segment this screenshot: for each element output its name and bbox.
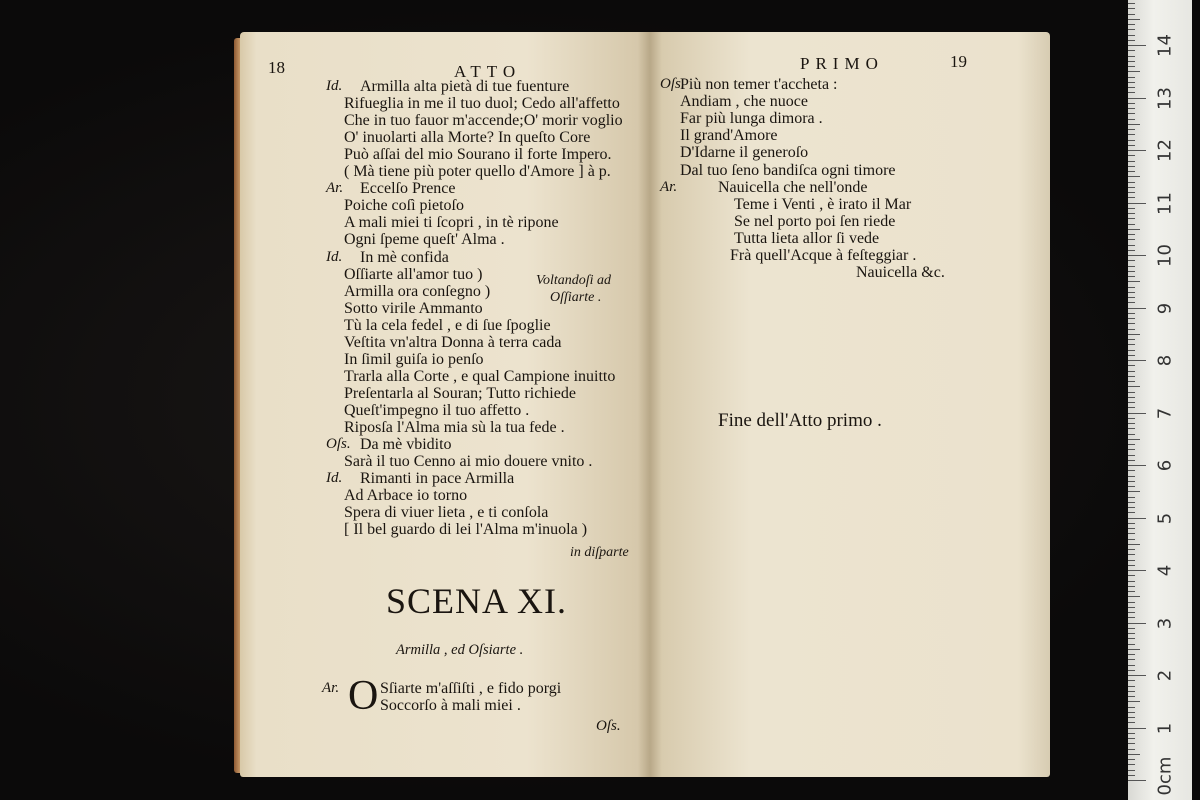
ruler-tick — [1128, 749, 1135, 750]
ruler-tick — [1128, 554, 1135, 555]
ruler-tick — [1128, 208, 1135, 209]
ruler-tick — [1128, 381, 1135, 382]
ruler-tick — [1128, 665, 1135, 666]
ruler-tick — [1128, 218, 1135, 219]
ruler-tick — [1128, 8, 1135, 9]
ruler-tick — [1128, 686, 1135, 687]
measurement-ruler — [1128, 0, 1192, 800]
ruler-tick — [1128, 743, 1135, 744]
verse-line: Può aſſai del mio Sourano il forte Impero. — [344, 146, 612, 164]
ruler-tick — [1128, 717, 1135, 718]
ruler-tick — [1128, 539, 1135, 540]
ruler-tick — [1128, 455, 1135, 456]
ruler-tick — [1128, 728, 1146, 729]
ruler-tick — [1128, 339, 1135, 340]
catchword: Oſs. — [596, 718, 621, 734]
ruler-tick — [1128, 444, 1135, 445]
ruler-tick — [1128, 155, 1135, 156]
left-page — [240, 32, 650, 777]
ruler-tick — [1128, 92, 1135, 93]
ruler-tick — [1128, 633, 1135, 634]
ruler-tick — [1128, 213, 1135, 214]
dialog-line: Sſiarte m'aſſiſti , e fido porgi — [380, 680, 562, 697]
ruler-tick — [1128, 318, 1135, 319]
verse-line: Da mè vbidito — [360, 436, 452, 454]
verse-line: In ſimil guiſa io penſo — [344, 350, 484, 368]
ruler-tick — [1128, 691, 1135, 692]
ruler-tick — [1128, 565, 1135, 566]
verse-line: Spera di viuer lieta , e ti conſola — [344, 504, 549, 522]
ruler-tick — [1128, 523, 1135, 524]
ruler-tick — [1128, 707, 1135, 708]
ruler-tick — [1128, 77, 1135, 78]
ruler-tick — [1128, 675, 1146, 676]
speaker-label: Id. — [326, 78, 343, 94]
ruler-tick — [1128, 323, 1135, 324]
ruler-tick — [1128, 397, 1135, 398]
ruler-tick — [1128, 113, 1135, 114]
verse-line: Ogni ſpeme queſt' Alma . — [344, 231, 505, 249]
ruler-tick — [1128, 108, 1135, 109]
ruler-tick — [1128, 50, 1135, 51]
ruler-tick — [1128, 166, 1135, 167]
ruler-tick — [1128, 759, 1135, 760]
ruler-tick — [1128, 738, 1135, 739]
verse-line: Ad Arbace io torno — [344, 487, 468, 505]
ruler-tick — [1128, 586, 1135, 587]
verse-line: [ Il bel guardo di lei l'Alma m'inuola ) — [344, 521, 588, 539]
verse-line: Che in tuo fauor m'accende;O' morir voglio — [344, 112, 623, 130]
ruler-tick — [1128, 502, 1135, 503]
verse-line: Tù la cela fedel , e di ſue ſpoglie — [344, 316, 551, 334]
ruler-tick — [1128, 161, 1135, 162]
ruler-tick — [1128, 497, 1135, 498]
verse-line: Eccelſo Prence — [360, 180, 456, 198]
ruler-tick — [1128, 581, 1135, 582]
open-book — [240, 32, 1050, 777]
scene-title: SCENA XI. — [386, 581, 568, 621]
ruler-tick — [1128, 171, 1135, 172]
ruler-tick — [1128, 701, 1140, 702]
ruler-tick — [1128, 276, 1135, 277]
ruler-tick — [1128, 150, 1146, 151]
ruler-label: 7 — [1154, 407, 1176, 419]
ruler-label: 5 — [1154, 512, 1176, 524]
ruler-tick — [1128, 570, 1146, 571]
ruler-tick — [1128, 334, 1140, 335]
ruler-tick — [1128, 486, 1135, 487]
ruler-label: 2 — [1154, 669, 1176, 682]
ruler-tick — [1128, 266, 1135, 267]
verse-line: Poiche coſì pietoſo — [344, 197, 464, 215]
ruler-tick — [1128, 602, 1135, 603]
verse-line: Se nel porto poi ſen riede — [734, 212, 896, 230]
ruler-label: 9 — [1154, 302, 1176, 314]
ruler-tick — [1128, 623, 1146, 624]
verse-line: Tutta lieta allor ſi vede — [734, 229, 880, 247]
ruler-tick — [1128, 197, 1135, 198]
ruler-tick — [1128, 549, 1135, 550]
ruler-tick — [1128, 66, 1135, 67]
ruler-tick — [1128, 40, 1135, 41]
ruler-tick — [1128, 329, 1135, 330]
ruler-tick — [1128, 476, 1135, 477]
stage-direction: Voltandoſi ad — [536, 273, 612, 288]
ruler-tick — [1128, 229, 1140, 230]
ruler-tick — [1128, 423, 1135, 424]
verse-line: Far più lunga dimora . — [680, 110, 823, 128]
speaker-label: Id. — [326, 470, 343, 487]
ruler-tick — [1128, 386, 1140, 387]
ruler-tick — [1128, 654, 1135, 655]
page-number-right: 19 — [950, 52, 967, 71]
verse-line: Armilla alta pietà di tue fuenture — [360, 78, 570, 95]
ruler-tick — [1128, 696, 1135, 697]
ruler-tick — [1128, 98, 1146, 99]
ruler-tick — [1128, 187, 1135, 188]
ruler-tick — [1128, 544, 1140, 545]
ruler-tick — [1128, 628, 1135, 629]
ruler-tick — [1128, 140, 1135, 141]
ruler-tick — [1128, 87, 1135, 88]
speaker-label: Oſs. — [660, 76, 685, 92]
ruler-tick — [1128, 119, 1135, 120]
ruler-tick — [1128, 350, 1135, 351]
stage-direction: Oſſiarte . — [550, 290, 602, 305]
ruler-tick — [1128, 71, 1140, 72]
ruler-label: 6 — [1154, 459, 1176, 472]
ruler-tick — [1128, 780, 1146, 781]
ruler-tick — [1128, 460, 1135, 461]
ruler-tick — [1128, 617, 1135, 618]
verse-line: Il grand'Amore — [680, 127, 778, 145]
ruler-tick — [1128, 528, 1135, 529]
ruler-tick — [1128, 255, 1146, 256]
ruler-tick — [1128, 145, 1135, 146]
ruler-tick — [1128, 239, 1135, 240]
ruler-tick — [1128, 392, 1135, 393]
ruler-tick — [1128, 24, 1135, 25]
ruler-tick — [1128, 45, 1146, 46]
ruler-tick — [1128, 292, 1135, 293]
stage-direction: in diſparte — [570, 545, 629, 560]
ruler-tick — [1128, 61, 1135, 62]
ruler-label: 3 — [1154, 617, 1176, 629]
ruler-tick — [1128, 297, 1135, 298]
verse-line: Teme i Venti , è irato il Mar — [734, 195, 912, 213]
ruler-tick — [1128, 754, 1140, 755]
ruler-tick — [1128, 245, 1135, 246]
verse-line: Sarà il tuo Cenno ai mio douere vnito . — [344, 453, 593, 471]
ruler-tick — [1128, 770, 1135, 771]
verse-line: Dal tuo ſeno bandiſca ogni timore — [680, 161, 896, 179]
ruler-tick — [1128, 418, 1135, 419]
verse-line: Veſtita vn'altra Donna à terra cada — [344, 333, 562, 351]
ruler-tick — [1128, 103, 1135, 104]
ruler-tick — [1128, 481, 1135, 482]
verse-line: Trarla alla Corte , e qual Campione inuitto — [344, 367, 616, 385]
ruler-label: 10 — [1154, 244, 1176, 267]
ruler-tick — [1128, 3, 1135, 4]
ruler-tick — [1128, 407, 1135, 408]
verse-line: Nauicella &c. — [856, 264, 945, 282]
drop-cap: O — [348, 673, 379, 719]
page-number-left: 18 — [268, 58, 285, 77]
ruler-tick — [1128, 428, 1135, 429]
speaker-label: Ar. — [326, 180, 344, 197]
ruler-tick — [1128, 680, 1135, 681]
dialog-line: Soccorſo à mali miei . — [380, 697, 521, 714]
verse-line: Più non temer t'accheta : — [680, 76, 838, 93]
ruler-tick — [1128, 607, 1135, 608]
ruler-tick — [1128, 313, 1135, 314]
ruler-label: 13 — [1154, 86, 1176, 110]
ruler-tick — [1128, 670, 1135, 671]
ruler-tick — [1128, 644, 1135, 645]
verse-line: Nauicella che nell'onde — [718, 178, 868, 196]
ruler-tick — [1128, 518, 1146, 519]
ruler-tick — [1128, 360, 1146, 361]
verse-line: Frà quell'Acque à feſteggiar . — [730, 247, 917, 264]
ruler-tick — [1128, 591, 1135, 592]
ruler-tick — [1128, 449, 1135, 450]
ruler-tick — [1128, 376, 1135, 377]
running-head-right: PRIMO — [800, 54, 884, 73]
ruler-tick — [1128, 649, 1140, 650]
ruler-tick — [1128, 512, 1135, 513]
speaker-label: Ar. — [660, 178, 678, 195]
verse-line: Andiam , che nuoce — [680, 93, 808, 111]
ruler-tick — [1128, 722, 1135, 723]
ruler-tick — [1128, 533, 1135, 534]
ruler-label: 14 — [1154, 34, 1176, 57]
ruler-tick — [1128, 344, 1135, 345]
ruler-tick — [1128, 612, 1135, 613]
ruler-tick — [1128, 638, 1135, 639]
ruler-tick — [1128, 659, 1135, 660]
ruler-label: 0cm — [1154, 756, 1176, 796]
verse-line: Sotto virile Ammanto — [344, 299, 483, 317]
right-page — [650, 32, 1050, 777]
verse-line: Oſſiarte all'amor tuo ) — [344, 265, 483, 283]
ruler-tick — [1128, 355, 1135, 356]
verse-line: Riposſa l'Alma mia sù la tua fede . — [344, 419, 565, 436]
verse-line: A mali miei ti ſcopri , in tè ripone — [344, 214, 559, 232]
ruler-tick — [1128, 82, 1135, 83]
ruler-tick — [1128, 507, 1135, 508]
ruler-tick — [1128, 134, 1135, 135]
ruler-tick — [1128, 203, 1146, 204]
act-end-title: Fine dell'Atto primo . — [718, 410, 882, 431]
ruler-tick — [1128, 129, 1135, 130]
ruler-label: 11 — [1154, 191, 1176, 215]
ruler-tick — [1128, 775, 1135, 776]
ruler-tick — [1128, 271, 1135, 272]
verse-line: ( Mà tiene più poter quello d'Amore ] à p. — [344, 163, 611, 181]
ruler-tick — [1128, 465, 1146, 466]
ruler-tick — [1128, 491, 1140, 492]
ruler-tick — [1128, 434, 1135, 435]
ruler-tick — [1128, 733, 1135, 734]
ruler-label: 1 — [1154, 722, 1176, 734]
ruler-tick — [1128, 413, 1146, 414]
ruler-tick — [1128, 470, 1135, 471]
ruler-tick — [1128, 764, 1135, 765]
ruler-tick — [1128, 124, 1140, 125]
ruler-tick — [1128, 14, 1135, 15]
ruler-tick — [1128, 302, 1135, 303]
ruler-tick — [1128, 439, 1140, 440]
ruler-tick — [1128, 712, 1135, 713]
ruler-tick — [1128, 234, 1135, 235]
verse-line: Armilla ora conſegno ) — [344, 282, 491, 300]
ruler-tick — [1128, 176, 1140, 177]
speaker-label: Id. — [326, 248, 343, 265]
verse-line: Preſentarla al Souran; Tutto richiede — [344, 384, 576, 402]
ruler-tick — [1128, 371, 1135, 372]
speaker-label: Ar. — [322, 680, 340, 696]
ruler-tick — [1128, 35, 1135, 36]
ruler-tick — [1128, 29, 1135, 30]
ruler-label: 4 — [1154, 564, 1176, 577]
ruler-tick — [1128, 224, 1135, 225]
ruler-tick — [1128, 402, 1135, 403]
ruler-tick — [1128, 192, 1135, 193]
ruler-tick — [1128, 281, 1140, 282]
ruler-tick — [1128, 365, 1135, 366]
ruler-tick — [1128, 250, 1135, 251]
ruler-tick — [1128, 575, 1135, 576]
ruler-tick — [1128, 260, 1135, 261]
verse-line: In mè confida — [360, 248, 449, 266]
running-head-left: ATTO — [454, 62, 522, 81]
ruler-tick — [1128, 182, 1135, 183]
verse-line: Rimanti in pace Armilla — [360, 470, 515, 488]
speaker-label: Oſs. — [326, 436, 351, 453]
ruler-tick — [1128, 56, 1135, 57]
verse-line: Queſt'impegno il tuo affetto . — [344, 401, 530, 419]
ruler-tick — [1128, 560, 1135, 561]
verse-line: D'Idarne il generoſo — [680, 144, 809, 162]
ruler-label: 12 — [1154, 139, 1176, 162]
ruler-tick — [1128, 287, 1135, 288]
verse-line: Rifueglia in me il tuo duol; Cedo all'affetto — [344, 95, 620, 113]
verse-line: O' inuolarti alla Morte? In queſto Core — [344, 129, 591, 147]
ruler-tick — [1128, 19, 1140, 20]
ruler-tick — [1128, 596, 1140, 597]
scene-characters: Armilla , ed Oſsiarte . — [396, 642, 524, 658]
ruler-tick — [1128, 308, 1146, 309]
ruler-label: 8 — [1154, 354, 1176, 367]
